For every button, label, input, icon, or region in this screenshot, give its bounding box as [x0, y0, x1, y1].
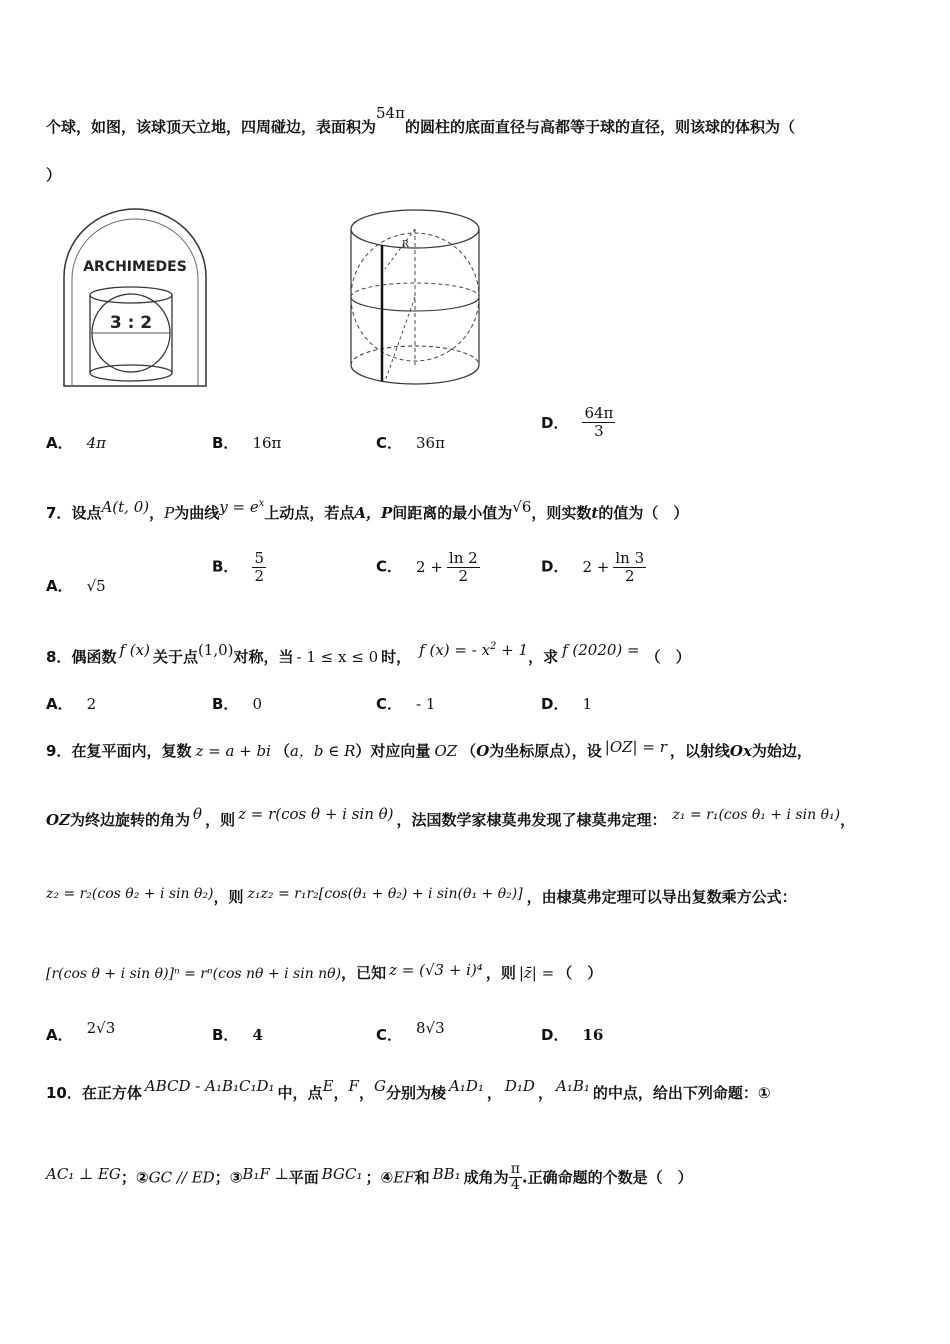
q9-text: 为始边， [751, 742, 812, 760]
q9-ox: Ox [729, 742, 752, 760]
q9-product: z₁z₂ = r₁r₂[cos(θ₁ + θ₂) + i sin(θ₁ + θ₂)] [247, 886, 523, 902]
q9-option-d[interactable] [541, 1024, 603, 1045]
q7-min-dist: √6 [512, 498, 532, 516]
q6-text: 个球，如图，该球顶天立地，四周碰边，表面积为 [46, 118, 377, 136]
option-label: C． [376, 695, 403, 713]
q8-stem [46, 641, 691, 667]
q6-close-line [46, 164, 61, 185]
q8-option-a[interactable] [46, 693, 96, 714]
q10-bb1: BB₁ [432, 1165, 461, 1184]
q10-text: 平面 [288, 1168, 319, 1187]
q10-edge-3: A₁B₁ [555, 1077, 590, 1095]
q8-text: ，求 [528, 648, 559, 666]
q6-option-a[interactable] [46, 432, 106, 453]
q10-text: ；④ [365, 1168, 394, 1187]
q9-line-2 [46, 805, 856, 830]
q10-number: 10． [46, 1084, 82, 1102]
option-value: 8√3 [416, 1019, 445, 1037]
q7-option-a[interactable] [46, 575, 106, 596]
q7-text: 上动点，若点 [264, 504, 355, 522]
q6-text: 的圆柱的底面直径与高都等于球的直径，则该球的体积为（ [404, 118, 795, 136]
option-value: 4 [252, 1026, 263, 1044]
q9-ab: a，b ∈ R [289, 742, 356, 760]
q10-point-g: G [373, 1077, 386, 1095]
option-value: 2√3 [86, 1019, 116, 1037]
option-label: C． [376, 557, 403, 576]
q9-text: ， [840, 811, 856, 829]
q10-text: 成角为 [463, 1168, 509, 1187]
fraction-numerator: 64π [584, 404, 614, 422]
option-label: B． [212, 434, 239, 452]
q9-text: 为坐标原点），设 [489, 742, 602, 760]
fraction-denominator: 3 [594, 421, 604, 440]
option-label: A． [46, 695, 73, 713]
q10-text: ；② [120, 1168, 149, 1187]
q7-stem [46, 498, 689, 523]
q9-o: O [476, 742, 490, 760]
q9-theta: θ [193, 805, 203, 823]
q10-point-e: E [322, 1077, 334, 1095]
q9-polar: z = r(cos θ + i sin θ) [238, 805, 394, 823]
option-value: 2 [86, 695, 97, 713]
fraction-denominator: 2 [458, 566, 469, 585]
q10-plane: BGC₁ [321, 1165, 363, 1184]
q8-text: （ ） [645, 648, 691, 666]
q7-option-c[interactable] [376, 550, 480, 584]
archimedes-tomb-figure [60, 205, 210, 390]
q10-prop-3: B₁F ⊥ [242, 1165, 289, 1184]
option-value: 1 [582, 695, 592, 713]
q6-option-c[interactable] [376, 432, 445, 453]
q10-prop-2: GC // ED [148, 1168, 215, 1187]
option-prefix: 2 + [582, 557, 610, 576]
option-value: 36π [416, 434, 445, 452]
q6-intro-line [46, 104, 795, 137]
q10-line-1 [46, 1077, 771, 1103]
option-label: D． [541, 413, 569, 432]
q9-text: 为终边旋转的角为 [70, 811, 191, 829]
q7-option-d[interactable] [541, 550, 646, 584]
option-value: 16π [252, 434, 282, 452]
q10-line-2 [46, 1162, 693, 1194]
q9-text: 在复平面内，复数 [71, 742, 192, 760]
q8-range: - 1 ≤ x ≤ 0 [296, 648, 379, 666]
option-label: B． [212, 695, 239, 713]
q10-cube: ABCD - A₁B₁C₁D₁ [144, 1077, 275, 1095]
q9-text: ，则 [213, 888, 244, 906]
q8-text: 偶函数 [71, 648, 117, 666]
option-label: C． [376, 1026, 403, 1044]
option-fraction [447, 550, 480, 584]
radius-label: R [402, 240, 409, 250]
q10-prop-1: AC₁ ⊥ EG [46, 1165, 121, 1184]
option-label: A． [46, 434, 73, 452]
ratio-label: 3 : 2 [109, 313, 153, 333]
q9-z1: z₁ = r₁(cos θ₁ + i sin θ₁) [672, 807, 841, 823]
q9-text: （ ） [557, 964, 603, 982]
q7-text: 为曲线 [174, 504, 220, 522]
fraction-denominator: 2 [254, 566, 264, 585]
fraction-numerator: π [510, 1161, 520, 1177]
q9-number: 9． [46, 742, 72, 760]
option-prefix: 2 + [416, 557, 443, 576]
q10-text: 和 [414, 1168, 430, 1187]
q7-text: ，则实数 [531, 504, 592, 522]
archimedes-banner: ARCHIMEDES [83, 259, 187, 275]
q8-text: 时， [381, 648, 412, 666]
fraction-numerator: ln 2 [448, 549, 478, 567]
q8-text: 对称，当 [233, 648, 294, 666]
q9-z2: z₂ = r₂(cos θ₂ + i sin θ₂) [46, 886, 214, 902]
q8-point: (1,0) [197, 641, 234, 659]
q9-line-3 [46, 886, 797, 907]
fraction-denominator: 4 [510, 1177, 520, 1194]
option-value: - 1 [416, 695, 436, 713]
q7-point-a: A(t, 0) [101, 498, 150, 516]
q7-curve: y = e [219, 498, 259, 516]
option-value: 16 [582, 1026, 604, 1044]
fraction-numerator: ln 3 [615, 549, 645, 567]
option-label: A． [46, 1026, 73, 1044]
option-label: D． [541, 557, 569, 576]
q7-number: 7． [46, 504, 72, 522]
fraction-numerator: 5 [254, 549, 264, 567]
q9-text: ）对应向量 [355, 742, 431, 760]
q10-sep: ， [537, 1084, 553, 1102]
option-label: C． [376, 434, 403, 452]
q8-option-b[interactable] [212, 693, 262, 714]
q9-z-def: z = a + bi [195, 742, 271, 760]
q7-text: 间距离的最小值为 [392, 504, 513, 522]
q6-option-d[interactable] [541, 405, 615, 439]
q10-point-f: F [348, 1077, 359, 1095]
q7-text: ， [149, 504, 165, 522]
option-label: A． [46, 577, 73, 595]
q7-t-var: t [591, 504, 599, 522]
q7-text: 的值为（ ） [598, 504, 689, 522]
q7-p: P [164, 504, 175, 522]
q9-text: ，已知 [341, 964, 387, 982]
q9-z-given: z = (√3 + i)⁴ [389, 961, 483, 979]
q8-option-d[interactable] [541, 693, 592, 714]
q8-expr: f (x) = - x [419, 641, 491, 659]
q9-text: ，以射线 [669, 742, 730, 760]
q7-ap: A，P [354, 504, 393, 522]
q8-fx: f (x) [119, 641, 150, 659]
q9-option-c[interactable] [376, 1017, 445, 1044]
q9-line-4 [46, 962, 602, 983]
option-label: D． [541, 695, 569, 713]
option-label: B． [212, 1026, 239, 1044]
q7-text: 设点 [71, 504, 102, 522]
q8-ask: f (2020) = [562, 641, 640, 659]
q10-edge-1: A₁D₁ [448, 1077, 484, 1095]
q8-number: 8． [46, 648, 72, 666]
q9-option-a[interactable] [46, 1017, 116, 1044]
q9-oz-bold: OZ [46, 811, 71, 829]
q10-text: 分别为棱 [385, 1084, 446, 1102]
q9-text: ，由棣莫弗定理可以导出复数乘方公式： [526, 888, 797, 906]
q9-text: ，则 [485, 964, 516, 982]
q9-option-b[interactable] [212, 1024, 263, 1045]
option-fraction [582, 405, 615, 439]
q6-option-b[interactable] [212, 432, 281, 453]
q8-text: 关于点 [152, 648, 198, 666]
option-value: 4π [86, 434, 107, 452]
q10-ef: EF [393, 1168, 415, 1187]
q10-angle-fraction [509, 1162, 522, 1194]
q9-power: [r(cos θ + i sin θ)]ⁿ = rⁿ(cos nθ + i sin nθ) [46, 966, 342, 982]
q8-expr-tail: + 1 [496, 641, 529, 659]
q6-close-paren: ） [46, 166, 62, 184]
q9-text: （ [461, 742, 477, 760]
q9-abs-zbar: |z̄| = [518, 964, 555, 982]
fraction-denominator: 2 [624, 566, 635, 585]
q10-text: .正确命题的个数是（ ） [521, 1168, 693, 1187]
q6-area: 54π [376, 104, 405, 122]
option-fraction [613, 550, 646, 584]
option-label: B． [212, 557, 239, 576]
q10-sep: ， [333, 1084, 349, 1102]
option-fraction [252, 550, 266, 584]
q9-line-1 [46, 740, 812, 761]
option-value: √5 [86, 577, 106, 595]
option-value: 0 [252, 695, 262, 713]
q9-text: ，则 [205, 811, 236, 829]
q7-curve-exp: x [258, 498, 265, 509]
q8-expr-exp: 2 [490, 641, 497, 652]
q9-text: （ [274, 742, 290, 760]
q7-option-b[interactable] [212, 550, 266, 584]
q9-abs-oz: |OZ| = r [604, 738, 667, 756]
q9-text: ，法国数学家棣莫弗发现了棣莫弗定理： [396, 811, 667, 829]
q10-text: ；③ [214, 1168, 243, 1187]
q10-edge-2: D₁D [504, 1077, 535, 1095]
q10-text: 的中点，给出下列命题：① [592, 1084, 771, 1102]
q10-sep: ， [358, 1084, 374, 1102]
q8-option-c[interactable] [376, 693, 435, 714]
q10-text: 中，点 [277, 1084, 323, 1102]
option-label: D． [541, 1026, 569, 1044]
sphere-in-cylinder-figure [345, 205, 485, 390]
q10-sep: ， [486, 1084, 502, 1102]
q10-text: 在正方体 [81, 1084, 142, 1102]
q9-oz: OZ [434, 742, 458, 760]
